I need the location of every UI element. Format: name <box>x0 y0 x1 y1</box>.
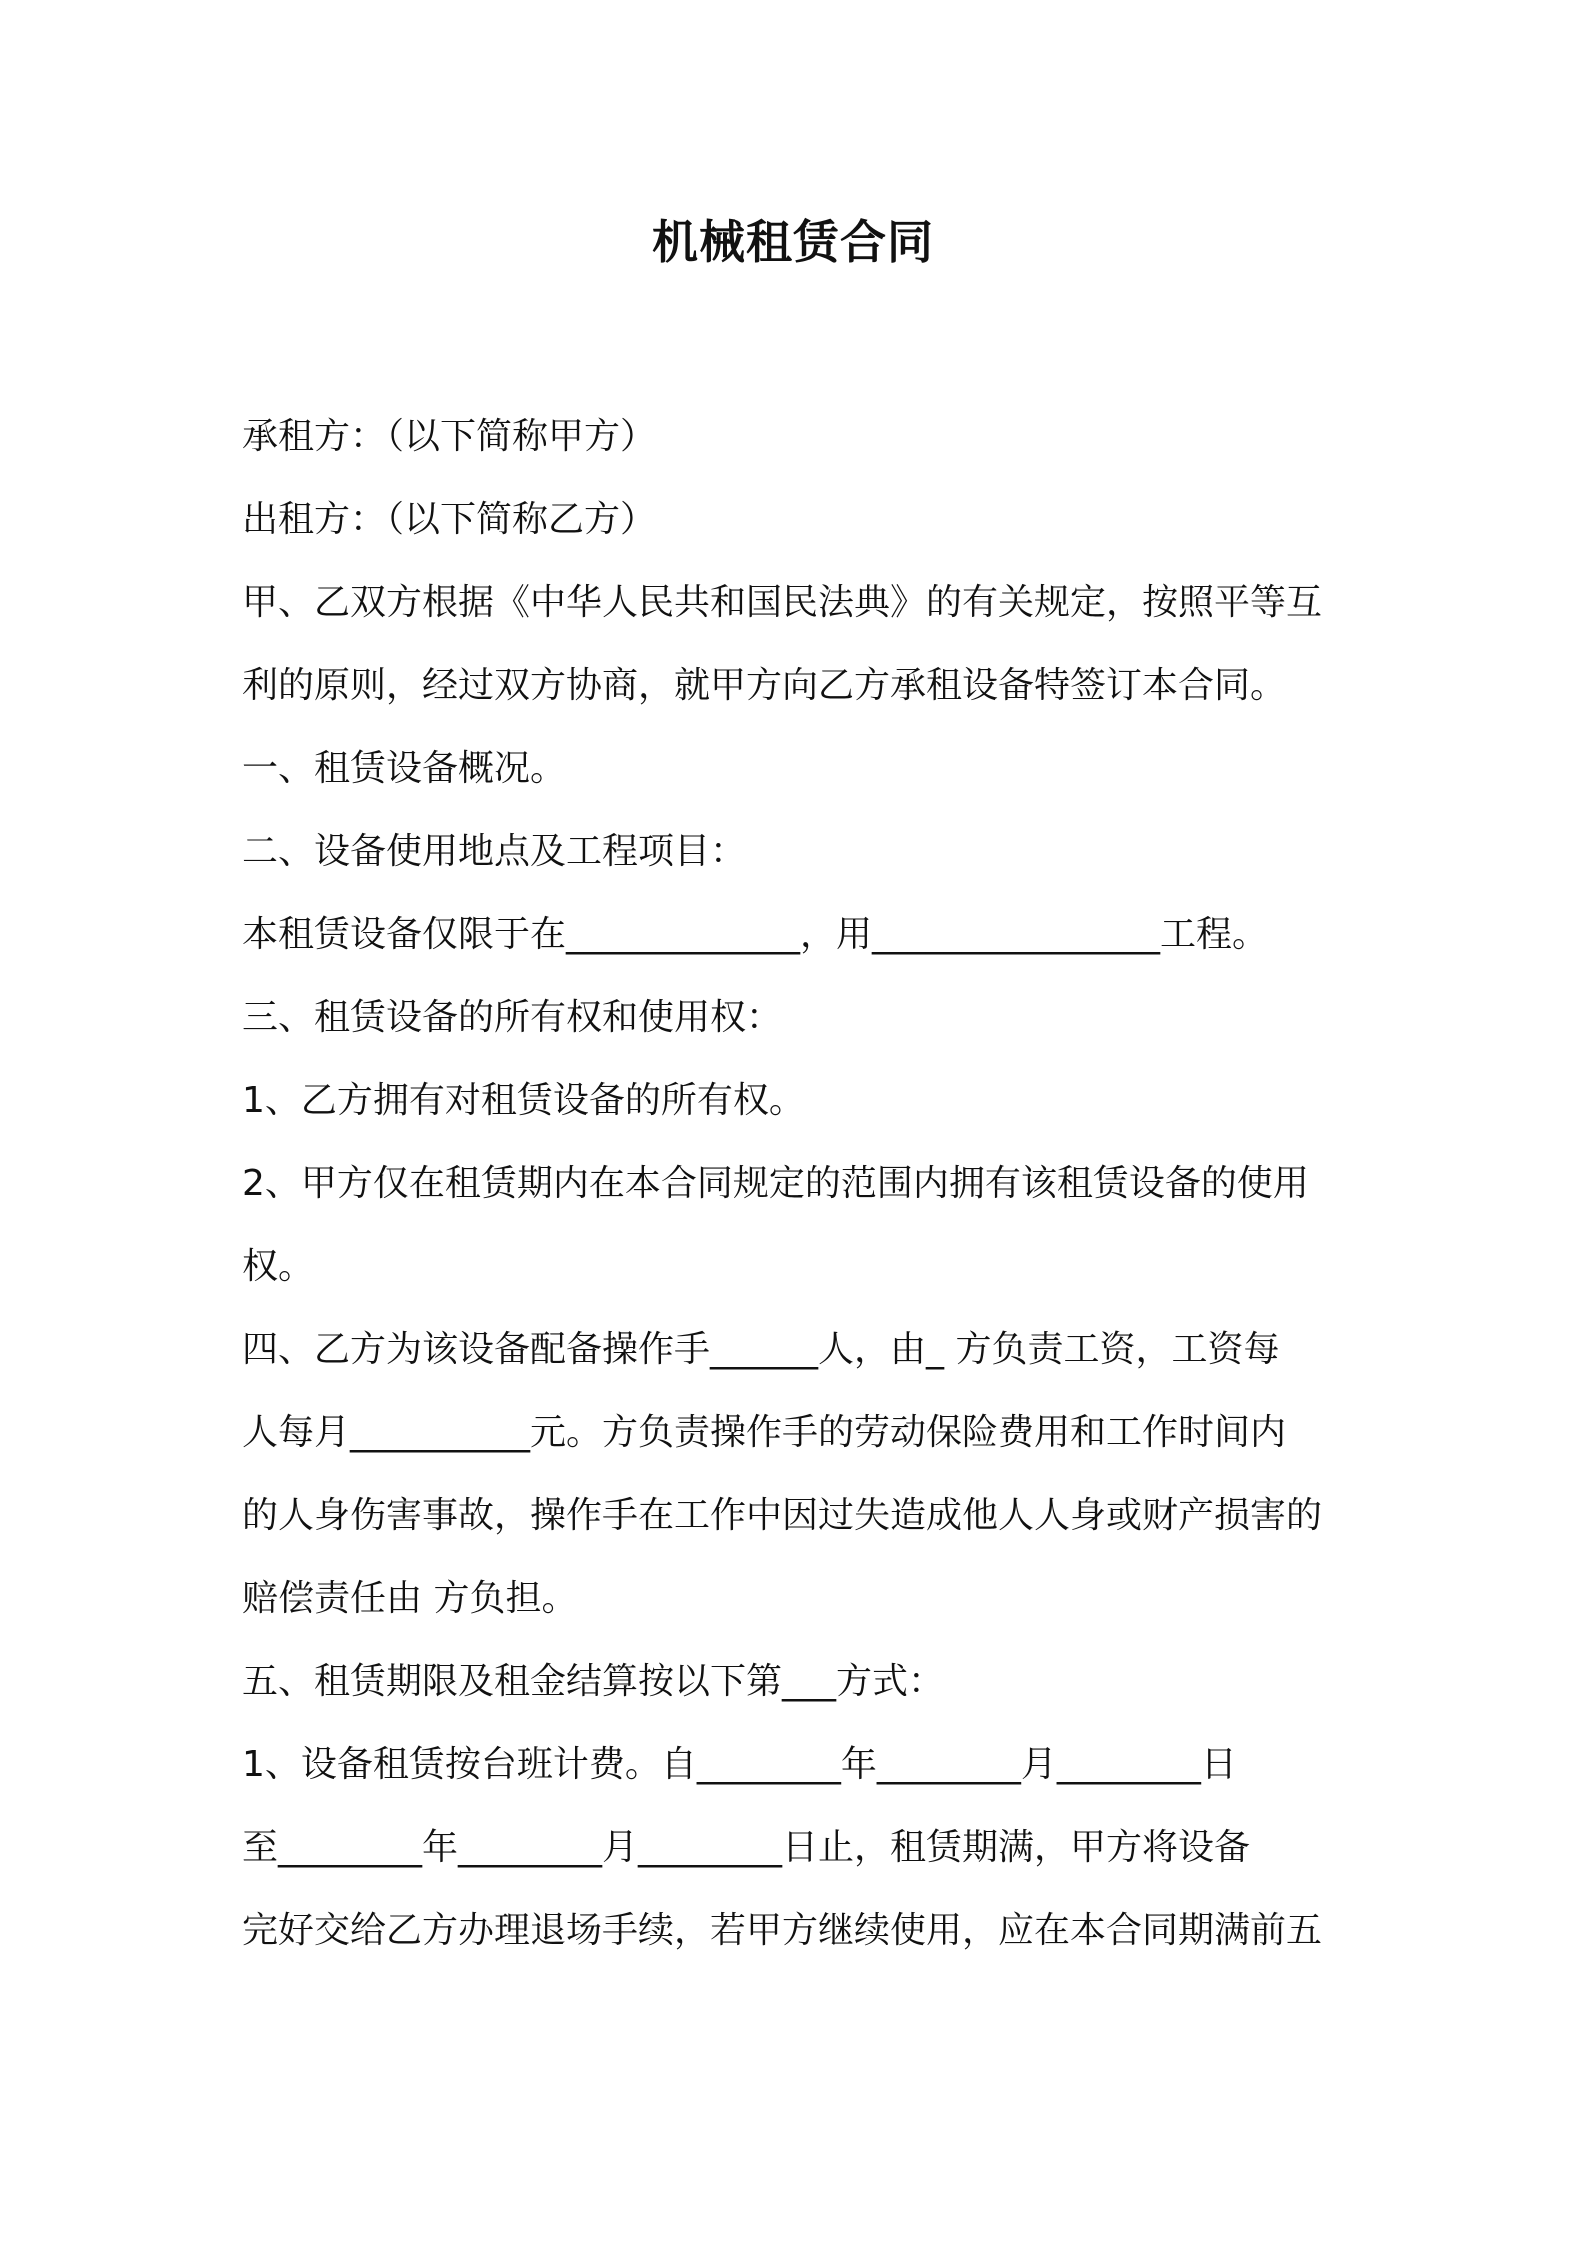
section-3-item-2-line-1: 2、甲方仅在租赁期内在本合同规定的范围内拥有该租赁设备的使用 <box>242 1163 1309 1204</box>
preamble-line-2: 利的原则，经过双方协商，就甲方向乙方承租设备特签订本合同。 <box>242 665 1287 706</box>
section-3-heading: 三、租赁设备的所有权和使用权： <box>242 997 783 1038</box>
section-5-heading: 五、租赁期限及租金结算按以下第___方式： <box>242 1661 945 1702</box>
section-4-line-2: 人每月__________元。方负责操作手的劳动保险费用和工作时间内 <box>242 1412 1287 1453</box>
document-title: 机械租赁合同 <box>652 215 934 269</box>
section-5-item-1-line-3: 完好交给乙方办理退场手续，若甲方继续使用，应在本合同期满前五 <box>242 1910 1323 1951</box>
section-3-item-2-line-2: 权。 <box>242 1246 315 1287</box>
section-2-body: 本租赁设备仅限于在_____________，用________________工程。 <box>242 914 1269 955</box>
section-5-item-1-line-2: 至________年________月________日止，租赁期满，甲方将设备 <box>242 1827 1251 1868</box>
section-2-heading: 二、设备使用地点及工程项目： <box>242 831 747 872</box>
section-5-item-1-line-1: 1、设备租赁按台班计费。自________年________月________日 <box>242 1744 1237 1785</box>
lessee-line: 承租方：（以下简称甲方） <box>242 416 657 457</box>
section-4-line-4: 赔偿责任由 方负担。 <box>242 1578 578 1619</box>
preamble-line-1: 甲、乙双方根据《中华人民共和国民法典》的有关规定，按照平等互 <box>242 582 1323 623</box>
section-1-heading: 一、租赁设备概况。 <box>242 748 567 789</box>
section-4-line-3: 的人身伤害事故，操作手在工作中因过失造成他人人身或财产损害的 <box>242 1495 1323 1536</box>
lessor-line: 出租方：（以下简称乙方） <box>242 499 657 540</box>
section-3-item-1: 1、乙方拥有对租赁设备的所有权。 <box>242 1080 805 1121</box>
section-4-line-1: 四、乙方为该设备配备操作手______人，由_ 方负责工资，工资每 <box>242 1329 1280 1370</box>
